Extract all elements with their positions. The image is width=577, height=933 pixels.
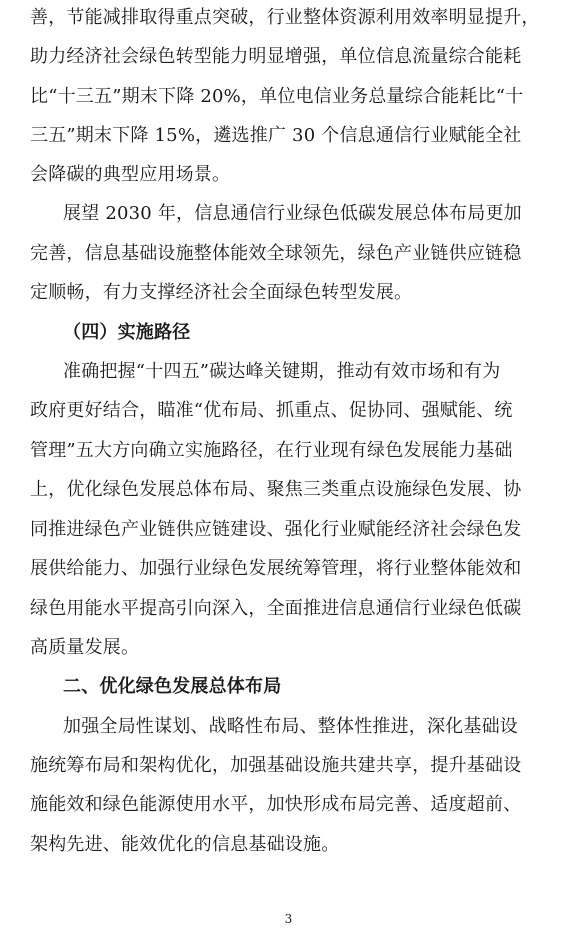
paragraph-1-line-4: 三五”期末下降 15%，遴选推广 30 个信息通信行业赋能全社	[30, 125, 522, 146]
paragraph-2-line-2: 完善，信息基础设施整体能效全球领先，绿色产业链供应链稳	[30, 243, 522, 264]
paragraph-3-line-7: 绿色用能水平提高引向深入，全面推进信息通信行业绿色低碳	[30, 598, 522, 619]
section-heading-implementation-path: （四）实施路径	[63, 322, 191, 343]
paragraph-2-line-1: 展望 2030 年，信息通信行业绿色低碳发展总体布局更加	[63, 203, 522, 224]
section-heading-optimize-layout: 二、优化绿色发展总体布局	[63, 676, 282, 697]
paragraph-4-line-3: 施能效和绿色能源使用水平，加快形成布局完善、适度超前、	[30, 794, 522, 815]
paragraph-4-line-4: 架构先进、能效优化的信息基础设施。	[30, 834, 340, 855]
paragraph-4-line-2: 施统筹布局和架构优化，加强基础设施共建共享，提升基础设	[30, 755, 522, 776]
paragraph-3-line-1: 准确把握“十四五”碳达峰关键期，推动有效市场和有为	[63, 361, 501, 382]
paragraph-3-line-2: 政府更好结合，瞄准“优布局、抓重点、促协同、强赋能、统	[30, 400, 513, 421]
page-number: 3	[284, 912, 293, 926]
paragraph-1-line-5: 会降碳的典型应用场景。	[30, 164, 231, 185]
paragraph-2-line-3: 定顺畅，有力支撑经济社会全面绿色转型发展。	[30, 282, 413, 303]
paragraph-3-line-5: 同推进绿色产业链供应链建设、强化行业赋能经济社会绿色发	[30, 519, 522, 540]
paragraph-3-line-3: 管理”五大方向确立实施路径，在行业现有绿色发展能力基础	[30, 440, 513, 461]
paragraph-1-line-3: 比“十三五”期末下降 20%，单位电信业务总量综合能耗比“十	[30, 86, 524, 107]
paragraph-1-line-1: 善，节能减排取得重点突破，行业整体资源利用效率明显提升，	[30, 7, 540, 28]
paragraph-3-line-6: 展供给能力、加强行业绿色发展统筹管理，将行业整体能效和	[30, 558, 522, 579]
paragraph-1-line-2: 助力经济社会绿色转型能力明显增强，单位信息流量综合能耗	[30, 46, 522, 67]
paragraph-3-line-8: 高质量发展。	[30, 637, 140, 658]
paragraph-4-line-1: 加强全局性谋划、战略性布局、整体性推进，深化基础设	[63, 716, 518, 737]
paragraph-3-line-4: 上，优化绿色发展总体布局、聚焦三类重点设施绿色发展、协	[30, 479, 522, 500]
